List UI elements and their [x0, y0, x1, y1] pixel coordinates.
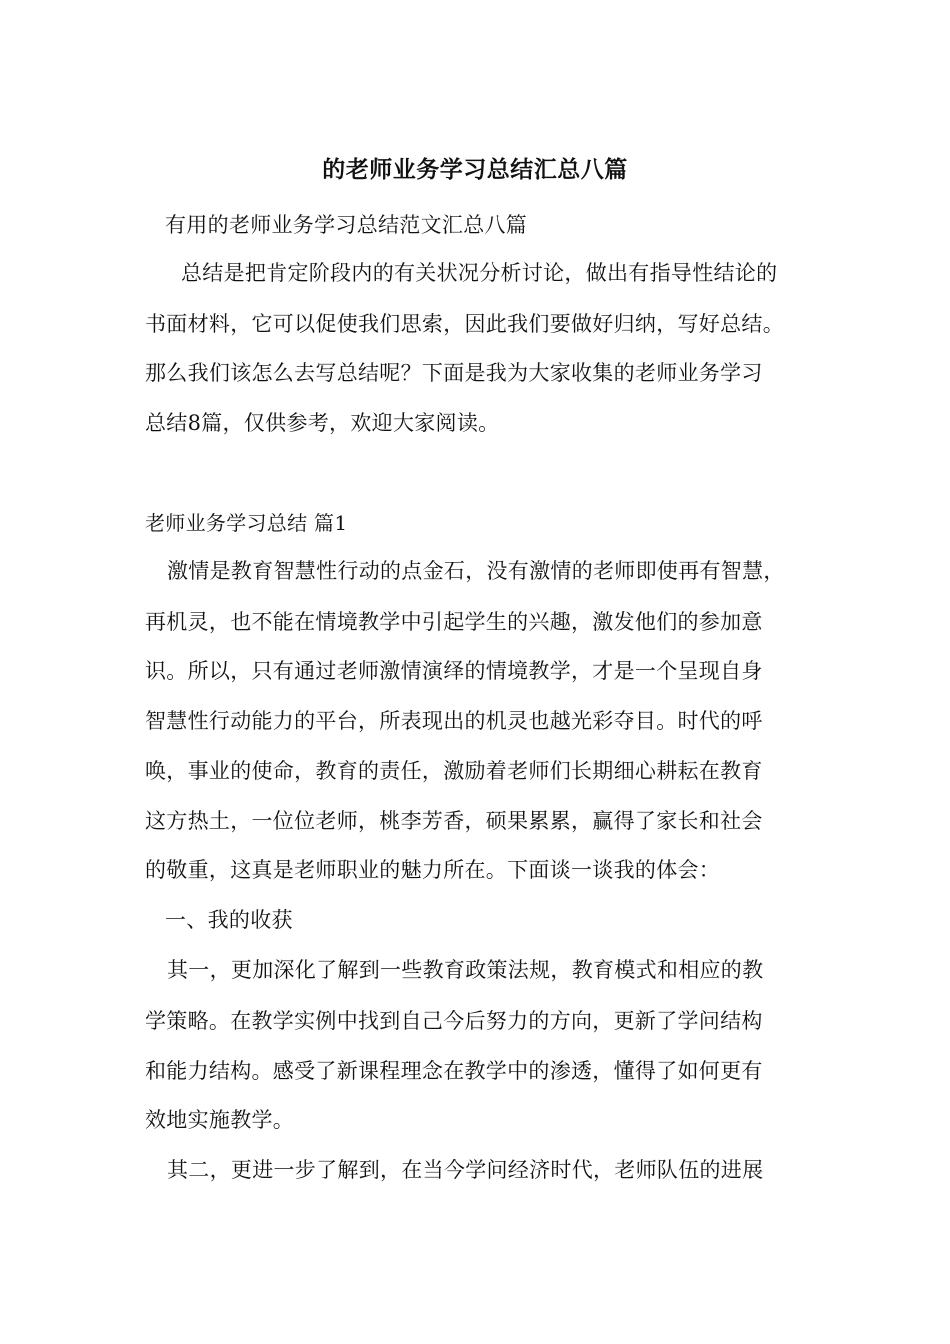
document-title: 的老师业务学习总结汇总八篇: [322, 156, 628, 183]
paragraph-line: 唤，事业的使命，教育的责任，激励着老师们长期细心耕耘在教育: [145, 759, 763, 783]
intro-line: 总结8篇，仅供参考，欢迎大家阅读。: [145, 411, 500, 435]
intro-line: 书面材料，它可以促使我们思索，因此我们要做好归纳，写好总结。: [145, 312, 784, 336]
paragraph-line: 的敬重，这真是老师职业的魅力所在。下面谈一谈我的体会：: [145, 858, 721, 882]
subheading: 一、我的收获: [165, 908, 293, 932]
intro-line: 那么我们该怎么去写总结呢？下面是我为大家收集的老师业务学习: [145, 361, 763, 385]
paragraph-line: 学策略。在教学实例中找到自己今后努力的方向，更新了学问结构: [145, 1009, 763, 1033]
paragraph-line: 识。所以，只有通过老师激情演绎的情境教学，才是一个呈现自身: [145, 659, 763, 683]
paragraph-line: 其一，更加深化了解到一些教育政策法规，教育模式和相应的教: [167, 958, 764, 982]
paragraph-line: 其二，更进一步了解到，在当今学问经济时代，老师队伍的进展: [167, 1158, 764, 1182]
document-subtitle: 有用的老师业务学习总结范文汇总八篇: [165, 213, 528, 237]
paragraph-line: 激情是教育智慧性行动的点金石，没有激情的老师即使再有智慧，: [167, 559, 785, 583]
section-heading: 老师业务学习总结 篇1: [145, 511, 348, 535]
intro-line: 总结是把肯定阶段内的有关状况分析讨论，做出有指导性结论的: [181, 261, 778, 285]
paragraph-line: 这方热土，一位位老师，桃李芳香，硕果累累，赢得了家长和社会: [145, 809, 763, 833]
paragraph-line: 和能力结构。感受了新课程理念在教学中的渗透，懂得了如何更有: [145, 1059, 763, 1083]
paragraph-line: 效地实施教学。: [145, 1108, 295, 1132]
paragraph-line: 智慧性行动能力的平台，所表现出的机灵也越光彩夺目。时代的呼: [145, 709, 763, 733]
paragraph-line: 再机灵，也不能在情境教学中引起学生的兴趣，激发他们的参加意: [145, 610, 763, 634]
